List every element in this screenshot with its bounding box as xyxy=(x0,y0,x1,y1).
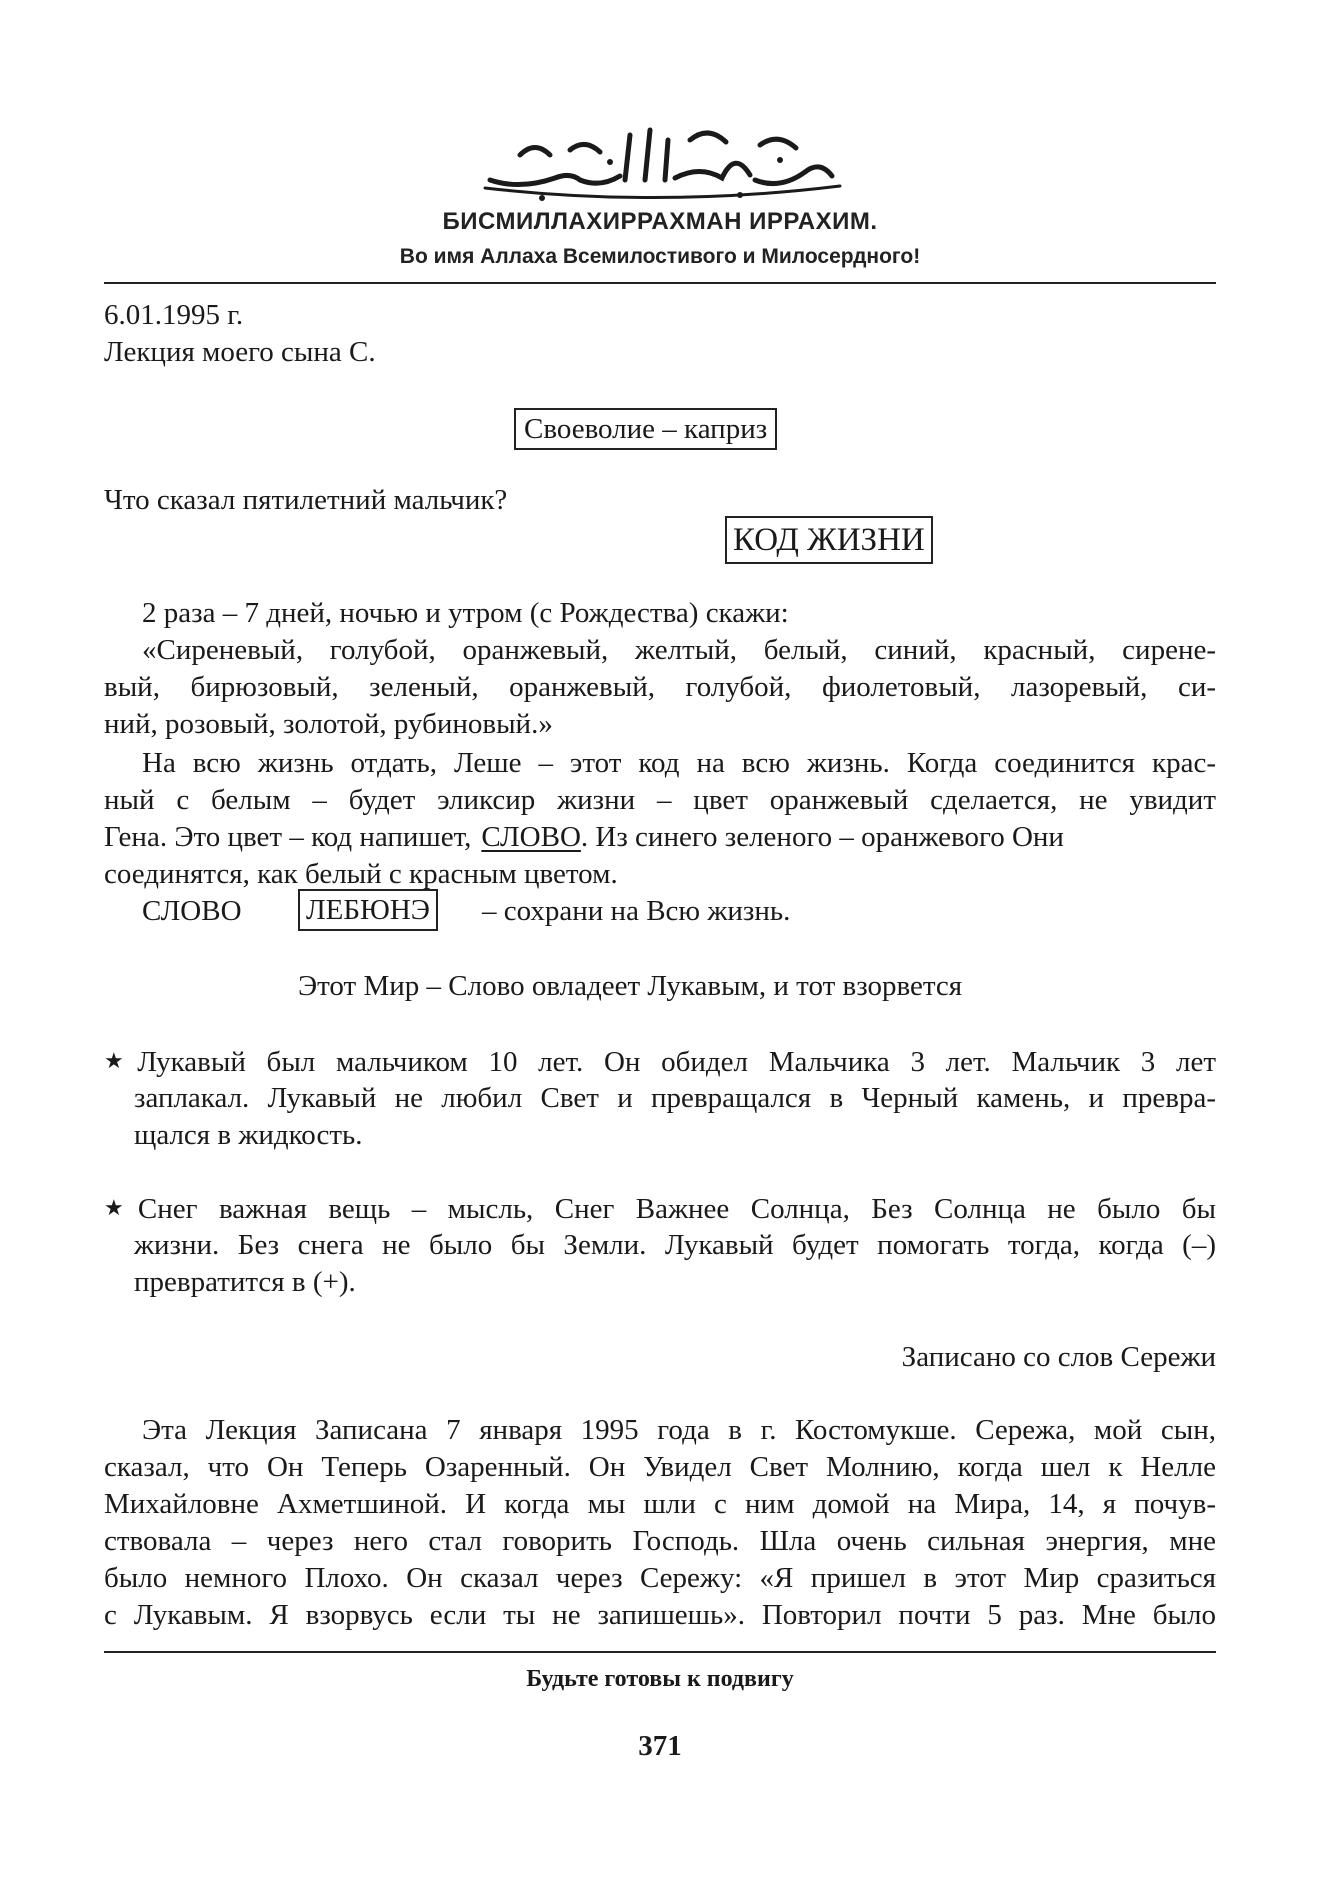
paragraph-line: «Сиреневый, голубой, оранжевый, желтый, белый, синий, красный, сирене- xyxy=(142,634,1216,666)
bullet-line: ★Снег важная вещь – мысль, Снег Важнее Солнца, Без Солнца не было бы xyxy=(104,1193,1216,1225)
text-segment: . Из синего зеленого – оранжевого Они xyxy=(580,821,1064,853)
paragraph-line: ствовала – через него стал говорить Господь. Шла очень сильная энергия, мне xyxy=(104,1525,1216,1557)
slovo-box: ЛЕБЮНЭ xyxy=(298,889,438,931)
paragraph-line: было немного Плохо. Он сказал через Сережу: «Я пришел в этот Мир сразиться xyxy=(104,1562,1216,1594)
page-number: 371 xyxy=(638,1730,682,1762)
lecture-line: Лекция моего сына С. xyxy=(104,336,376,368)
paragraph-line: На всю жизнь отдать, Леше – этот код на всю жизнь. Когда соединится крас- xyxy=(142,747,1216,779)
date-line: 6.01.1995 г. xyxy=(104,299,244,331)
paragraph-line: с Лукавым. Я взорвусь если ты не запишешь». Повторил почти 5 раз. Мне было xyxy=(104,1599,1216,1631)
centered-statement: Этот Мир – Слово овладеет Лукавым, и тот взорвется xyxy=(298,970,963,1002)
paragraph-line: ный с белым – будет эликсир жизни – цвет оранжевый сделается, не увидит xyxy=(104,784,1216,816)
bullet-line: жизни. Без снега не было бы Земли. Лукавый будет помогать тогда, когда (–) xyxy=(134,1229,1216,1261)
recorded-note: Записано со слов Сережи xyxy=(901,1341,1216,1373)
bullet-line: заплакал. Лукавый не любил Свет и превращался в Черный камень, и превра- xyxy=(134,1082,1216,1114)
bismillah-title: БИСМИЛЛАХИРРАХМАН ИРРАХИМ. xyxy=(442,208,878,235)
paragraph-line: сказал, что Он Теперь Озаренный. Он Увидел Свет Молнию, когда шел к Нелле xyxy=(104,1451,1216,1483)
paragraph-line: вый, бирюзовый, зеленый, оранжевый, голубой, фиолетовый, лазоревый, си- xyxy=(104,671,1216,703)
bismillah-calligraphy xyxy=(460,110,860,205)
paragraph-line-with-underline xyxy=(104,819,1216,855)
code-of-life-box: КОД ЖИЗНИ xyxy=(725,516,933,564)
header-divider xyxy=(104,282,1216,284)
paragraph-line: Эта Лекция Записана 7 января 1995 года в г. Костомукше. Сережа, мой сын, xyxy=(142,1414,1216,1446)
footer-caption: Будьте готовы к подвигу xyxy=(526,1666,794,1692)
underlined-word: СЛОВО xyxy=(481,821,581,853)
boxed-title: Своеволие – каприз xyxy=(514,408,777,450)
paragraph-line: ний, розовый, золотой, рубиновый.» xyxy=(104,708,553,740)
text-segment: Гена. Это цвет – код напишет, xyxy=(104,821,472,853)
star-icon: ★ xyxy=(104,1048,138,1073)
bullet-line: щался в жидкость. xyxy=(134,1119,363,1151)
star-icon: ★ xyxy=(104,1195,138,1220)
bismillah-translation: Во имя Аллаха Всемилостивого и Милосердного! xyxy=(399,245,921,268)
bullet-line: превратится в (+). xyxy=(134,1266,356,1298)
bullet-line: ★Лукавый был мальчиком 10 лет. Он обидел Мальчика 3 лет. Мальчик 3 лет xyxy=(104,1046,1216,1078)
paragraph-line: 2 раза – 7 дней, ночью и утром (с Рождества) скажи: xyxy=(142,597,789,629)
slovo-label: СЛОВО xyxy=(142,895,242,927)
paragraph-line: Михайловне Ахметшиной. И когда мы шли с ним домой на Мира, 14, я почув- xyxy=(104,1488,1216,1520)
slovo-tail: – сохрани на Всю жизнь. xyxy=(482,895,791,927)
paragraph-line: соединятся, как белый с красным цветом. xyxy=(104,858,618,890)
question-line: Что сказал пятилетний мальчик? xyxy=(104,484,508,516)
footer-divider xyxy=(104,1651,1216,1653)
